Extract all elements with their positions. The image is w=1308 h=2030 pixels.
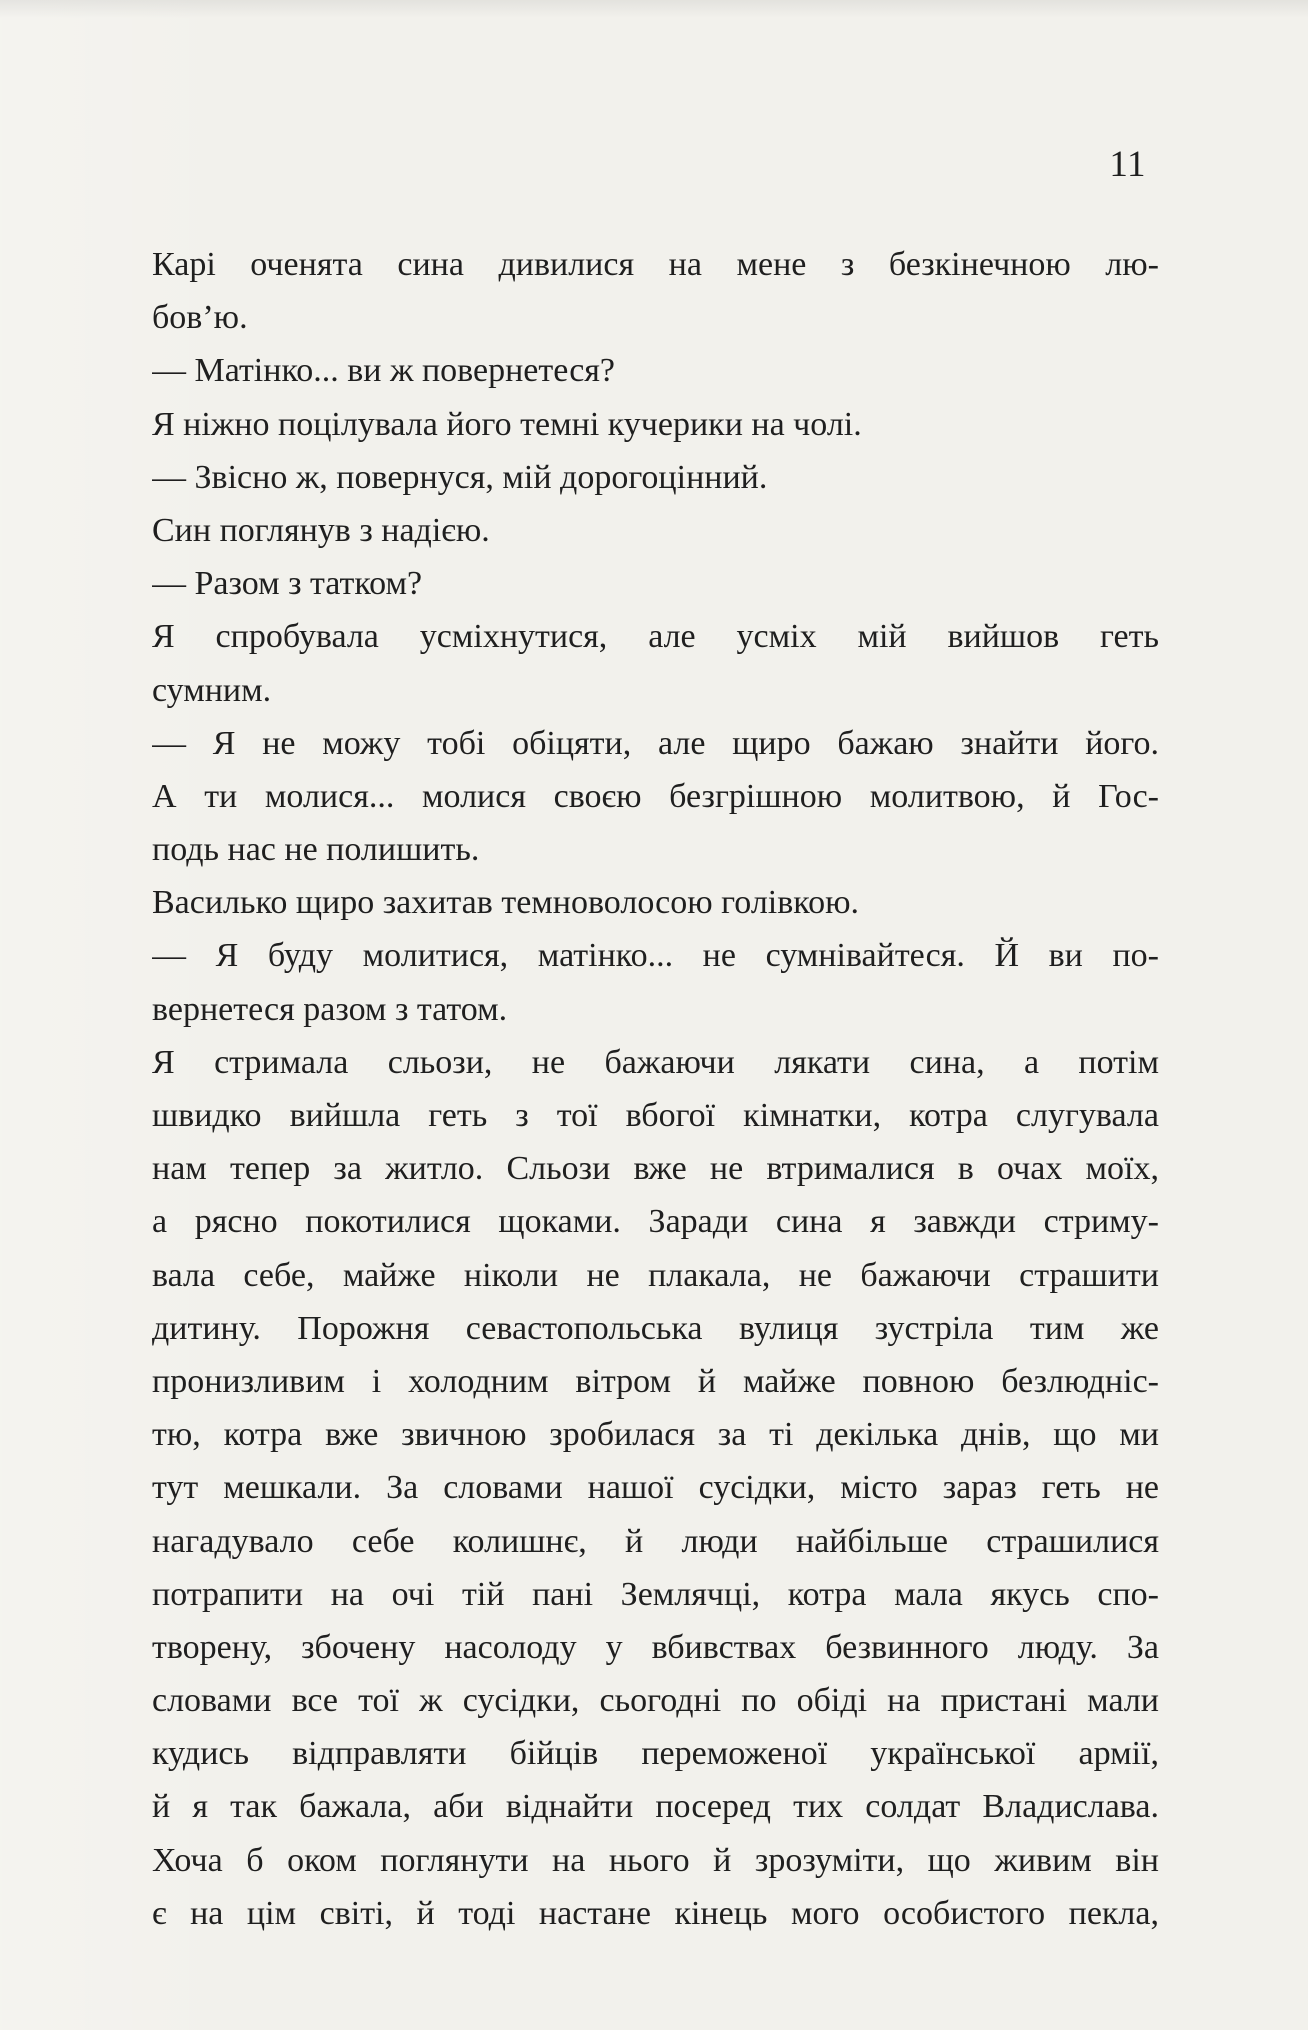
text-line: є на цім світі, й тоді настане кінець мого особистого пекла, xyxy=(152,1894,1159,1932)
text-line: Я спробувала усміхнутися, але усміх мій вийшов геть xyxy=(152,618,1159,656)
text-line: дитину. Порожня севастопольська вулиця зустріла тим же xyxy=(152,1309,1159,1347)
text-line: Син поглянув з надією. xyxy=(152,511,490,549)
text-line: кудись відправляти бійців переможеної української армії, xyxy=(152,1735,1159,1773)
body-text xyxy=(152,238,1159,1940)
text-line: нагадувало себе колишнє, й люди найбільше страшилися xyxy=(152,1522,1159,1560)
text-line: а рясно покотилися щоками. Заради сина я завжди стриму- xyxy=(152,1203,1159,1241)
text-line: вернетеся разом з татом. xyxy=(152,990,508,1028)
text-line: — Матінко... ви ж повернетеся? xyxy=(152,352,616,390)
text-line: — Я буду молитися, матінко... не сумнівайтеся. Й ви по- xyxy=(152,937,1159,975)
text-line: нам тепер за житло. Сльози вже не втрималися в очах моїх, xyxy=(152,1150,1159,1188)
text-line: пронизливим і холодним вітром й майже повною безлюдніс- xyxy=(152,1362,1159,1400)
text-line: вала себе, майже ніколи не плакала, не бажаючи страшити xyxy=(152,1256,1159,1294)
text-line: Карі оченята сина дивилися на мене з безкінечною лю- xyxy=(152,246,1159,283)
text-line: сумним. xyxy=(152,671,272,709)
text-line: швидко вийшла геть з тої вбогої кімнатки, котра слугувала xyxy=(152,1097,1159,1134)
text-line: Василько щиро захитав темноволосою голівкою. xyxy=(152,884,859,922)
text-line: Хоча б оком поглянути на нього й зрозуміти, що живим він xyxy=(152,1841,1159,1879)
text-line: бов’ю. xyxy=(152,299,248,337)
text-line: Я ніжно поцілувала його темні кучерики на чолі. xyxy=(152,405,862,443)
page-top-edge xyxy=(0,0,1308,18)
text-line: подь нас не полишить. xyxy=(152,831,480,869)
text-line: тю, котра вже звичною зробилася за ті декілька днів, що ми xyxy=(152,1416,1159,1454)
text-line: — Разом з татком? xyxy=(152,565,423,603)
text-line: потрапити на очі тій пані Землячці, котра мала якусь спо- xyxy=(152,1575,1159,1613)
page-number: 11 xyxy=(1109,144,1146,185)
text-line: Я стримала сльози, не бажаючи лякати сина, а потім xyxy=(152,1043,1159,1081)
text-line: й я так бажала, аби віднайти посеред тих солдат Владислава. xyxy=(152,1788,1159,1826)
text-line: творену, збочену насолоду у вбивствах безвинного люду. За xyxy=(152,1628,1159,1666)
text-line: словами все тої ж сусідки, сьогодні по обіді на пристані мали xyxy=(152,1682,1159,1720)
text-line: — Звісно ж, повернуся, мій дорогоцінний. xyxy=(152,458,768,496)
text-line: — Я не можу тобі обіцяти, але щиро бажаю знайти його. xyxy=(152,724,1159,762)
text-line: тут мешкали. За словами нашої сусідки, місто зараз геть не xyxy=(152,1469,1159,1507)
text-line: А ти молися... молися своєю безгрішною молитвою, й Гос- xyxy=(152,777,1159,815)
